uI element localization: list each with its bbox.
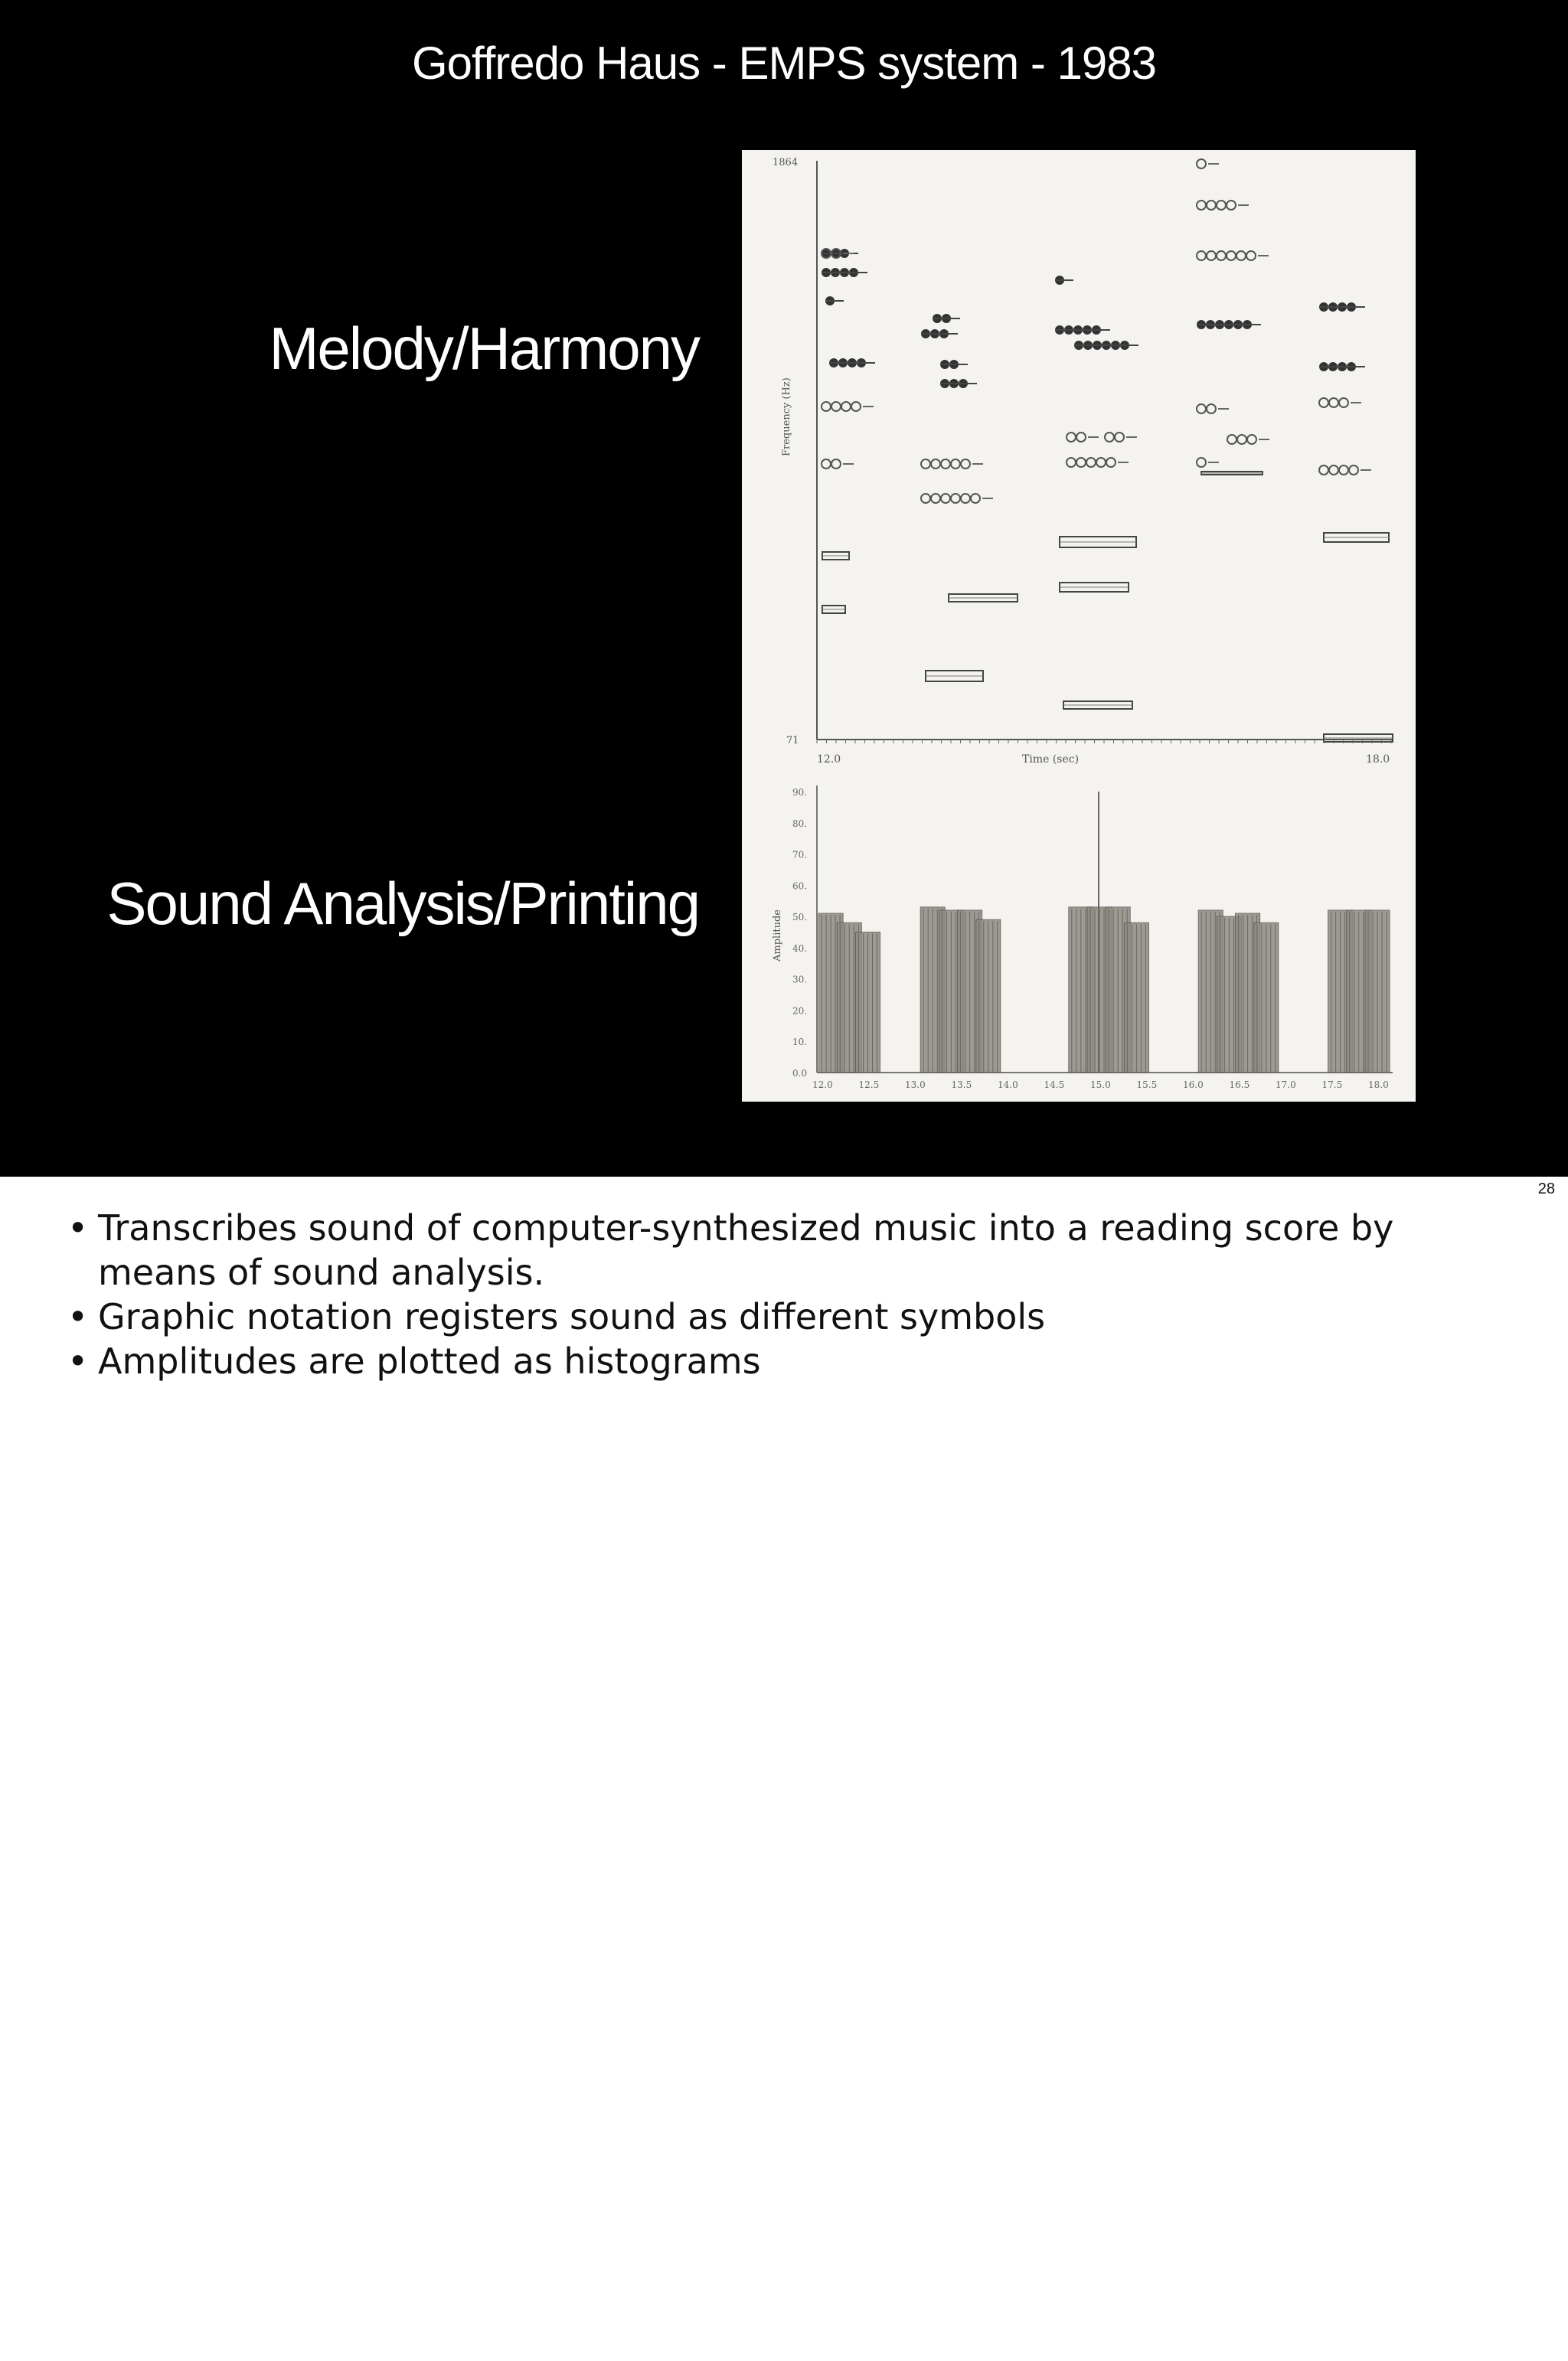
freq-axis-label: Frequency (Hz)	[781, 377, 792, 456]
bullet: •	[67, 1341, 89, 1382]
time-end-label: 18.0	[1366, 753, 1390, 766]
amp-y-tick-label: 50.	[792, 912, 808, 923]
hollow-note-symbol	[1115, 433, 1124, 442]
hollow-note-symbol	[921, 459, 930, 469]
amp-x-tick-label: 12.0	[812, 1079, 833, 1090]
amp-y-tick-label: 0.0	[792, 1068, 808, 1079]
hollow-note-symbol	[971, 494, 980, 503]
amp-y-tick-label: 40.	[792, 942, 808, 954]
hollow-note-symbol	[951, 494, 960, 503]
amp-bars	[818, 907, 1390, 1073]
amp-x-tick-label: 12.5	[858, 1079, 880, 1090]
hollow-note-symbol	[1247, 435, 1256, 444]
amp-x-tick-label: 13.5	[951, 1079, 972, 1090]
hollow-note-symbol	[1106, 458, 1116, 467]
note-item	[67, 1206, 1522, 1295]
amp-y-tick-label: 30.	[792, 974, 808, 985]
hollow-note-symbol	[941, 459, 950, 469]
speaker-notes	[67, 1206, 1522, 1383]
hollow-note-symbol	[1329, 465, 1338, 475]
hollow-note-symbol	[931, 494, 940, 503]
hollow-note-symbol	[1207, 251, 1216, 260]
slide	[0, 0, 1568, 1177]
hollow-note-symbol	[841, 402, 851, 411]
amp-x-ticks	[812, 1079, 1389, 1090]
hollow-note-symbol	[831, 459, 841, 469]
note-text: Graphic notation registers sound as different symbols	[98, 1296, 1046, 1337]
amp-x-tick-label: 13.0	[905, 1079, 926, 1090]
hollow-note-symbol	[1105, 433, 1114, 442]
hollow-note-symbol	[1076, 433, 1086, 442]
hollow-note-symbol	[961, 494, 970, 503]
amp-y-tick-label: 90.	[792, 787, 808, 798]
hollow-note-symbol	[1237, 435, 1246, 444]
amp-x-tick-label: 16.5	[1229, 1079, 1250, 1090]
hollow-note-symbol	[1246, 251, 1256, 260]
hollow-note-symbol	[831, 402, 841, 411]
hollow-note-symbol	[1217, 201, 1226, 210]
hollow-note-symbol	[1197, 404, 1206, 413]
melody-harmony-label: Melody/Harmony	[269, 315, 699, 382]
note-item	[67, 1339, 1522, 1383]
hollow-note-symbol	[1319, 465, 1328, 475]
time-start-label: 12.0	[817, 753, 841, 766]
bullet: •	[67, 1296, 89, 1337]
hollow-note-symbol	[1339, 398, 1348, 407]
hollow-note-symbol	[961, 459, 970, 469]
amp-y-tick-label: 60.	[792, 880, 808, 892]
amp-x-tick-label: 14.5	[1044, 1079, 1065, 1090]
hollow-note-symbol	[1197, 159, 1206, 168]
hollow-note-symbol	[822, 459, 831, 469]
amplitude-axis-label: Amplitude	[772, 909, 783, 962]
hollow-note-symbol	[941, 494, 950, 503]
hollow-note-symbol	[1067, 458, 1076, 467]
hollow-note-symbol	[931, 459, 940, 469]
emps-score-figure	[742, 150, 1416, 1102]
hollow-note-symbol	[1207, 404, 1216, 413]
hollow-note-symbol	[1197, 201, 1206, 210]
time-axis-label: Time (sec)	[1022, 753, 1080, 766]
hollow-note-symbol	[951, 459, 960, 469]
hollow-note-symbol	[1217, 251, 1226, 260]
slide-title: Goffredo Haus - EMPS system - 1983	[412, 38, 1156, 89]
hollow-note-symbol	[1227, 251, 1236, 260]
amp-y-tick-label: 80.	[792, 818, 808, 829]
hollow-note-symbol	[1236, 251, 1246, 260]
freq-bottom-label: 71	[786, 735, 799, 746]
notation-symbols	[817, 159, 1393, 743]
amp-y-tick-label: 20.	[792, 1005, 808, 1017]
sound-analysis-label: Sound Analysis/Printing	[106, 870, 699, 937]
amp-x-tick-label: 15.5	[1136, 1079, 1158, 1090]
note-item	[67, 1295, 1522, 1339]
hollow-note-symbol	[1329, 398, 1338, 407]
hollow-note-symbol	[1076, 458, 1086, 467]
hollow-note-symbol	[1086, 458, 1096, 467]
emps-figure-svg	[742, 150, 1416, 1102]
amp-x-tick-label: 15.0	[1090, 1079, 1111, 1090]
freq-top-label: 1864	[773, 157, 799, 168]
amp-x-tick-label: 18.0	[1368, 1079, 1389, 1090]
hollow-note-symbol	[1096, 458, 1106, 467]
amp-y-tick-label: 70.	[792, 849, 808, 860]
hollow-note-symbol	[1197, 251, 1206, 260]
hollow-note-symbol	[1197, 458, 1206, 467]
amp-y-tick-label: 10.	[792, 1037, 808, 1048]
amp-y-ticks	[792, 787, 807, 1079]
hollow-note-symbol	[1227, 201, 1236, 210]
hollow-note-symbol	[1227, 435, 1236, 444]
note-text: Transcribes sound of computer-synthesized music into a reading score by means of sound analysis.	[98, 1207, 1394, 1293]
bullet: •	[67, 1207, 89, 1249]
hollow-note-symbol	[1067, 433, 1076, 442]
hollow-note-symbol	[1207, 201, 1216, 210]
hollow-note-symbol	[1349, 465, 1358, 475]
hollow-note-symbol	[921, 494, 930, 503]
page-number: 28	[1537, 1180, 1555, 1197]
hollow-note-symbol	[1339, 465, 1348, 475]
amplitude-panel	[772, 785, 1393, 1090]
notation-panel	[773, 157, 1393, 766]
hollow-note-symbol	[851, 402, 861, 411]
hollow-note-symbol	[1319, 398, 1328, 407]
note-text: Amplitudes are plotted as histograms	[98, 1341, 761, 1382]
hollow-note-symbol	[822, 402, 831, 411]
amp-x-tick-label: 16.0	[1183, 1079, 1204, 1090]
amp-x-tick-label: 14.0	[998, 1079, 1018, 1090]
amp-x-tick-label: 17.5	[1321, 1079, 1343, 1090]
amp-x-tick-label: 17.0	[1276, 1079, 1296, 1090]
